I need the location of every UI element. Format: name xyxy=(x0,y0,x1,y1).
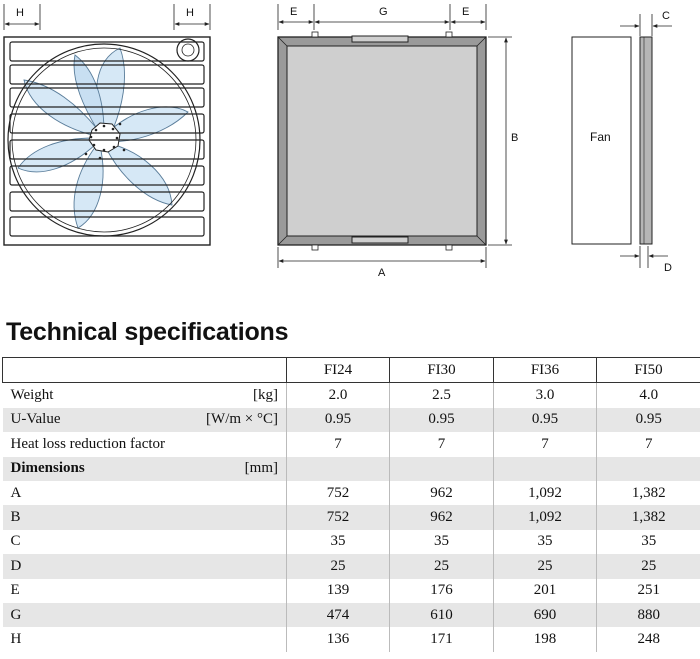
spec-row xyxy=(3,432,700,456)
spec-value: 176 xyxy=(390,579,494,603)
spec-value: 7 xyxy=(494,432,597,456)
side-view xyxy=(572,10,672,274)
spec-value: 1,382 xyxy=(597,505,700,529)
spec-value: 0.95 xyxy=(494,408,597,432)
spec-row-label-cell xyxy=(3,457,287,481)
spec-row-label-cell xyxy=(3,579,287,603)
spec-value: 1,092 xyxy=(494,505,597,529)
spec-row xyxy=(3,627,700,651)
spec-value: 35 xyxy=(390,530,494,554)
spec-title: Technical specifications xyxy=(6,318,289,346)
header-model: FI30 xyxy=(390,358,494,383)
spec-label: C xyxy=(10,533,21,550)
spec-unit: [W/m × °C] xyxy=(206,411,278,428)
spec-value xyxy=(494,457,597,481)
spec-value: 25 xyxy=(287,554,390,578)
spec-value: 3.0 xyxy=(494,383,597,408)
spec-label: H xyxy=(10,630,22,647)
spec-value xyxy=(390,457,494,481)
spec-value: 2.5 xyxy=(390,383,494,408)
spec-row-label-cell xyxy=(3,383,287,408)
spec-value: 962 xyxy=(390,481,494,505)
header-model: FI24 xyxy=(287,358,390,383)
spec-value: 35 xyxy=(597,530,700,554)
header-blank xyxy=(3,358,287,383)
spec-value: 251 xyxy=(597,579,700,603)
spec-label: G xyxy=(10,606,22,623)
dim-label-e-left: E xyxy=(290,6,298,18)
spec-value: 201 xyxy=(494,579,597,603)
spec-value: 0.95 xyxy=(390,408,494,432)
spec-row-label-cell xyxy=(3,530,287,554)
spec-row xyxy=(3,603,700,627)
dim-label-a: A xyxy=(378,267,386,279)
spec-row xyxy=(3,408,700,432)
spec-row xyxy=(3,530,700,554)
dim-label-d: D xyxy=(664,262,672,274)
spec-value: 752 xyxy=(287,505,390,529)
spec-value: 1,092 xyxy=(494,481,597,505)
spec-value: 474 xyxy=(287,603,390,627)
spec-value: 248 xyxy=(597,627,700,651)
spec-label: A xyxy=(10,484,22,501)
spec-row-label-cell xyxy=(3,432,287,456)
spec-row-label-cell xyxy=(3,505,287,529)
spec-label: Heat loss reduction factor xyxy=(10,435,166,452)
spec-value: 0.95 xyxy=(287,408,390,432)
spec-label: U-Value xyxy=(10,411,61,428)
spec-value: 880 xyxy=(597,603,700,627)
spec-value: 962 xyxy=(390,505,494,529)
dim-label-h-right: H xyxy=(186,7,194,19)
spec-table xyxy=(2,357,700,652)
spec-row xyxy=(3,481,700,505)
fan-label: Fan xyxy=(590,130,611,144)
spec-unit: [mm] xyxy=(244,460,278,477)
spec-row-label-cell xyxy=(3,554,287,578)
fan-front-view xyxy=(4,4,210,245)
spec-value: 690 xyxy=(494,603,597,627)
spec-row-label-cell xyxy=(3,408,287,432)
dim-label-g: G xyxy=(379,6,388,18)
spec-value: 35 xyxy=(494,530,597,554)
spec-value: 7 xyxy=(597,432,700,456)
spec-value: 171 xyxy=(390,627,494,651)
spec-value: 2.0 xyxy=(287,383,390,408)
spec-row xyxy=(3,457,700,481)
spec-label: B xyxy=(10,509,21,526)
spec-row xyxy=(3,554,700,578)
spec-value: 139 xyxy=(287,579,390,603)
spec-value xyxy=(287,457,390,481)
spec-label: Dimensions xyxy=(10,460,85,477)
spec-value: 25 xyxy=(494,554,597,578)
spec-row xyxy=(3,383,700,408)
dim-label-h-left: H xyxy=(16,7,24,19)
spec-value: 7 xyxy=(390,432,494,456)
spec-row xyxy=(3,579,700,603)
dim-label-b: B xyxy=(511,132,519,144)
spec-value xyxy=(597,457,700,481)
spec-value: 25 xyxy=(597,554,700,578)
shutter-frame-view xyxy=(278,4,518,279)
spec-row xyxy=(3,505,700,529)
spec-value: 0.95 xyxy=(597,408,700,432)
dim-label-c: C xyxy=(662,10,670,22)
spec-value: 610 xyxy=(390,603,494,627)
spec-value: 1,382 xyxy=(597,481,700,505)
header-model: FI50 xyxy=(597,358,700,383)
spec-label: D xyxy=(10,557,22,574)
spec-table-header xyxy=(3,358,700,383)
spec-value: 35 xyxy=(287,530,390,554)
spec-row-label-cell xyxy=(3,603,287,627)
dimension-diagram xyxy=(0,0,700,300)
spec-value: 136 xyxy=(287,627,390,651)
spec-row-label-cell xyxy=(3,627,287,651)
spec-row-label-cell xyxy=(3,481,287,505)
dim-label-e-right: E xyxy=(462,6,470,18)
spec-value: 198 xyxy=(494,627,597,651)
spec-label: Weight xyxy=(10,387,54,404)
spec-value: 752 xyxy=(287,481,390,505)
spec-value: 25 xyxy=(390,554,494,578)
spec-table-body xyxy=(3,383,700,652)
spec-label: E xyxy=(10,582,20,599)
spec-value: 7 xyxy=(287,432,390,456)
header-model: FI36 xyxy=(494,358,597,383)
spec-unit: [kg] xyxy=(253,387,278,404)
spec-value: 4.0 xyxy=(597,383,700,408)
